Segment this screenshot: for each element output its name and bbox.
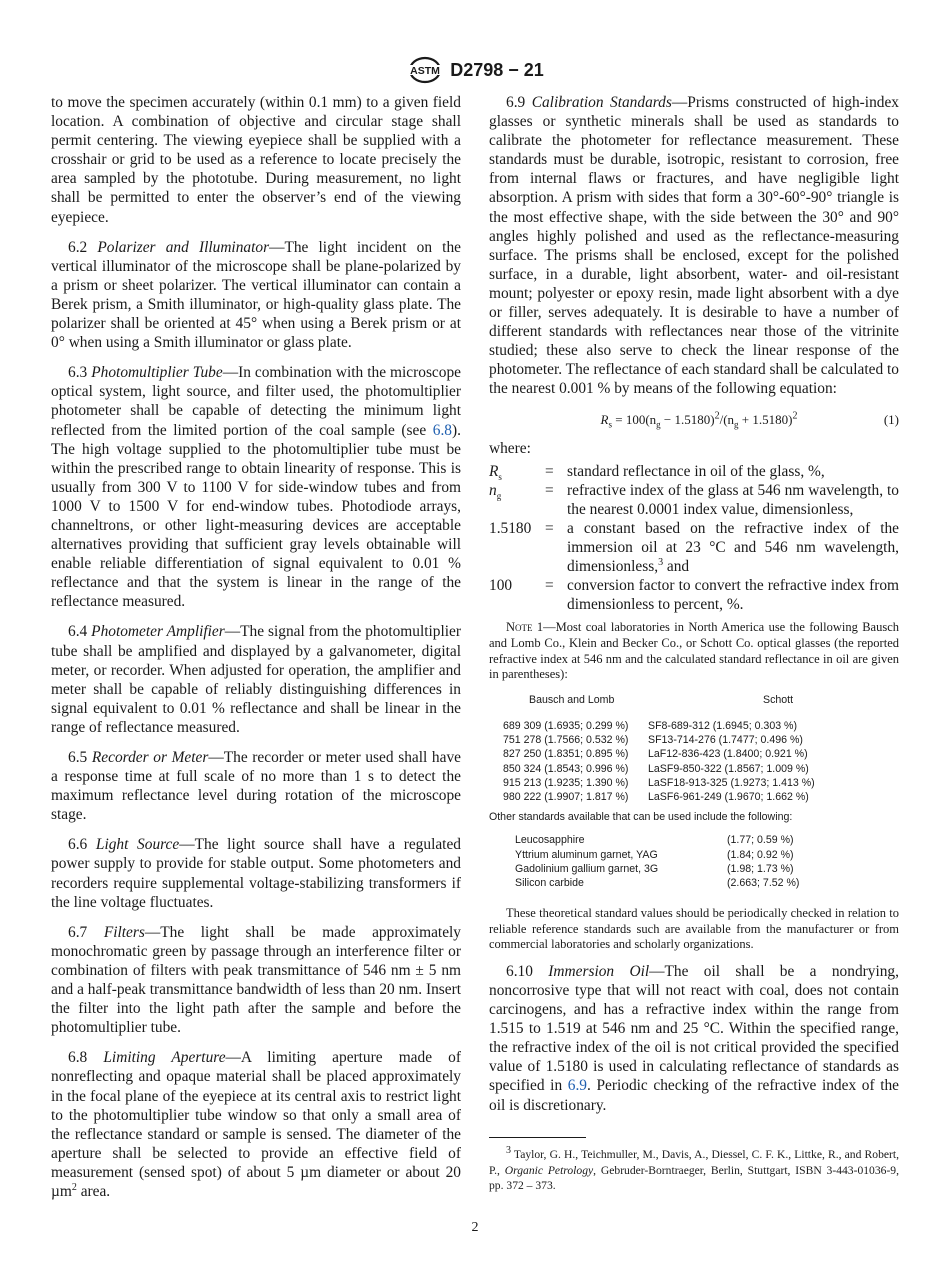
section-title: Immersion Oil [548, 962, 650, 980]
section-6-2: 6.2 Polarizer and Illuminator—The light incident on the vertical illuminator of the microscope shall be plane-polarized by a prism or sheet polarizer. The vertical illuminator can contain a Berek prism, a Smith illuminator, or high-quality glass plate. The polarizer shall be oriented at 45° when using a Berek prism or at 0° when using a Smith illuminator or glass plate. [51, 238, 461, 352]
section-6-6: 6.6 Light Source—The light source shall have a regulated power supply to provide for stable output. Some photometers and recorders require supplemental voltage-stabilizing transformers if the line voltage fluctuates. [51, 836, 461, 911]
definition-row: 100 = conversion factor to convert the refractive index from dimensionless to percent, %. [489, 577, 899, 614]
section-title: Calibration Standards [531, 94, 672, 111]
equation-body: $R_s = 100(n_g - 1.5180)^2/(n_g + 1.5180)^2$ [600, 410, 798, 430]
note-1-tail: These theoretical standard values should be periodically checked in relation to reliable reference standards such are available from the manufacturer or from commercial laboratories and scholarly organizations. [489, 906, 899, 952]
section-title: Light Source [95, 836, 180, 854]
where-label: where: [489, 439, 531, 457]
section-6-7: 6.7 Filters—The light shall be made approximately monochromatic green by passage through an interference filter or combination of filters with peak transmittance of 546 nm ± 5 nm and a half-peak transmittance bandwidth of less than 20 nm. Insert the filter into the light path after the sample and before the photomultiplier tube. [51, 923, 461, 1037]
section-6-4: 6.4 Photometer Amplifier—The signal from the photomultiplier tube shall be amplified and displayed by a galvanometer, digital meter, or recorder. When adjusted for operation, the amplifier and meter shall be capable of reliably distinguishing differences in signal equivalent to 0.01 % reflectance and shall be linear in the range of reflectance measured. [51, 623, 461, 736]
section-6-10: 6.10 Immersion Oil—The oil shall be a nondrying, noncorrosive type that will not react with coal, does not contain carcinogens, and has a refractive index within the range from 1.515 to 1.519 at 546 nm and 25 °C. Within the specified range, the refractive index of the oil is not critical provided the specified value of 1.5180 is used in calculating reflectance of standards as specified in 6.9. Periodic checking of the refractive index of the oil is discretionary. [489, 962, 900, 1114]
section-title: Filters [103, 923, 145, 941]
section-title: Polarizer and Illuminator [97, 238, 270, 256]
section-6-8: 6.8 Limiting Aperture—A limiting aperture made of nonreflecting and opaque material shall be placed approximately in the focal plane of the eyepiece at its central axis to restrict light to the photomultiplier tube window so that only a small area of the reflectance standard or sample is sensed. The diameter of the aperture shall be selected to provide an effective field of measurement (sensed spot) of about 5 µm diameter or about 20 µm$^2$ area. [51, 1049, 461, 1200]
page-header [0, 56, 950, 89]
equation-1 [489, 410, 899, 429]
definition-row: 1.5180 = a constant based on the refractive index of the immersion oil at 23 °C and 546 nm wavelength, dimensionless,$^3$ and [489, 519, 899, 576]
list-item: Leucosapphire (1.77; 0.59 %) [515, 834, 794, 847]
other-standards-list [489, 833, 899, 890]
section-title: Photometer Amplifier [91, 623, 225, 641]
section-6-5: 6.5 Recorder or Meter—The recorder or meter used shall have a response time at full scale of no more than 1 s to detect the maximum reflectance level during rotation of the microscope stage. [51, 749, 461, 824]
right-column [489, 93, 899, 1126]
section-title: Recorder or Meter [91, 749, 209, 766]
table-row: 751 278 (1.7566; 0.532 %) SF13-714-276 (1.7477; 0.496 %) [503, 734, 803, 747]
astm-logo-text: ASTM [410, 65, 441, 77]
section-link-6-9[interactable]: 6.9 [567, 1077, 588, 1095]
paragraph-continued: to move the specimen accurately (within 0.1 mm) to a given field location. A combination of objective and circular stage shall permit centering. The viewing eyepiece shall be supplied with a crosshair or grid to be used as a reference to locate precisely the area sampled by the phototube. During measurement, no light shall be permitted to enter the observer’s end of the viewing eyepiece. [51, 94, 461, 226]
left-column [51, 93, 461, 1212]
section-6-9: 6.9 Calibration Standards—Prisms constructed of high-index glasses or synthetic minerals shall be used as standards to calibrate the photometer for reflectance measurement. These standards must be durable, isotropic, resistant to corrosion, free from internal flaws or fractures, and have negligible light absorption. A prism with sides that form a 30°-60°-90° triangle is the most effective shape, with the side between the 30° and 90° angles highly polished and used as the reflectance-measuring surface. The prisms shall be enclosed, except for the polished surface, in a durable, light absorbent, water- and oil-resistant mount; polyester or epoxy resin, made light absorbent with a dye or filler, serves adequately. It is desirable to have a number of different standards with reflectances near those of the vitrinite studied; these also serve to check the linear response of the photometer. The reflectance of each standard shall be calculated to the nearest 0.001 % by means of the following equation: [489, 94, 899, 398]
list-item: Silicon carbide (2.663; 7.52 %) [515, 876, 800, 889]
table-row: 915 213 (1.9235; 1.390 %) LaSF18-913-325 (1.9273; 1.413 %) [503, 776, 815, 789]
astm-logo-icon [406, 56, 444, 84]
table-header: Bausch and Lomb Schott [529, 693, 794, 706]
section-title: Limiting Aperture [103, 1049, 226, 1067]
other-standards-intro: Other standards available that can be used include the following: [489, 811, 793, 824]
document-id: D2798 − 21 [450, 59, 544, 80]
table-row: 850 324 (1.8543; 0.996 %) LaSF9-850-322 (1.8567; 1.009 %) [503, 762, 809, 775]
definition-row: $n_g$ = refractive index of the glass at 546 nm wavelength, to the nearest 0.0001 index value, dimensionless, [489, 481, 899, 518]
glass-table [489, 693, 899, 804]
definition-row: $R_s$ = standard reflectance in oil of the glass, %, [489, 462, 825, 482]
table-row: 827 250 (1.8351; 0.895 %) LaF12-836-423 (1.8400; 0.921 %) [503, 748, 808, 761]
list-item: Gadolinium gallium garnet, 3G (1.98; 1.73 %) [515, 862, 794, 875]
section-6-3: 6.3 Photomultiplier Tube—In combination with the microscope optical system, light source, and filter used, the photomultiplier photometer shall be capable of detecting the minimum light reflected from the limited portion of the coal sample (see 6.8). The high voltage supplied to the photomultiplier tube must be within the prescribed range to obtain linearity of response. This is usually from 300 V to 1100 V for side-window tubes and from 1000 V to 1500 V for end-window tubes. Photodiode arrays, channeltrons, or other light-measuring devices are acceptable alternatives providing that sufficient gray levels obtainable will enable reliable differentiation of signal equivalent to 0.01 % reflectance and that the system is linear in the range of the reflectance measured. [51, 364, 461, 611]
section-title: Photomultiplier Tube [91, 364, 223, 382]
table-row: 980 222 (1.9907; 1.817 %) LaSF6-961-249 (1.9670; 1.662 %) [503, 791, 809, 804]
page-number: 2 [471, 1220, 479, 1235]
equation-number: (1) [883, 411, 899, 427]
definitions-list [489, 462, 899, 615]
table-row: 689 309 (1.6935; 0.299 %) SF8-689-312 (1.6945; 0.303 %) [503, 720, 797, 733]
note-1: Note 1—Most coal laboratories in North America use the following Bausch and Lomb Co., Klein and Becker Co., or Schott Co. optical glasses (the reported refractive index at 546 nm and the calculated standard reflectance in oil are given in parentheses): [489, 620, 899, 682]
footnote-3: $^3$ Taylor, G. H., Teichmuller, M., Davis, A., Diessel, C. F. K., Littke, R., and Robert, P., Organic Petrology, Gebruder-Borntraeger, Berlin, Stuttgart, ISBN 3-443-01036-9, pp. 372 – 373. [489, 1145, 899, 1193]
section-link-6-8[interactable]: 6.8 [432, 421, 453, 439]
list-item: Yttrium aluminum garnet, YAG (1.84; 0.92 %) [515, 848, 794, 861]
footnote-divider [489, 1137, 586, 1138]
